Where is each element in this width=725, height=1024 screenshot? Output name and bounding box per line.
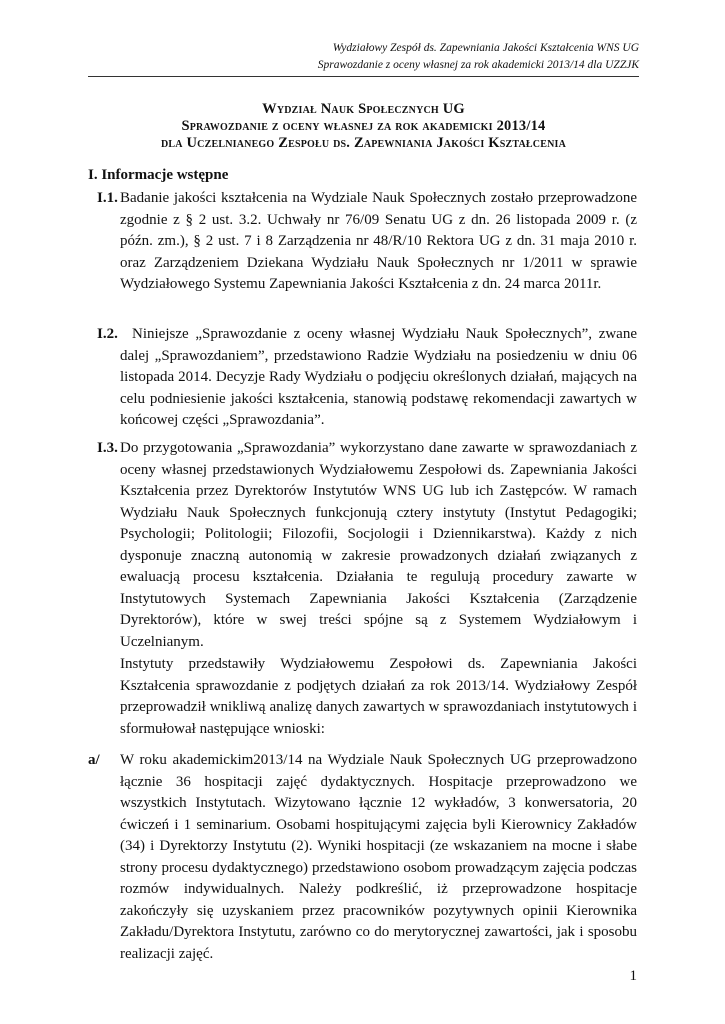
paragraph-i3-continued: Instytuty przedstawiły Wydziałowemu Zespołowi ds. Zapewniania Jakości Kształcenia sprawozdanie z podjętych działań za rok 2013/14. Wydziałowy Zespół przeprowadził wnikliwą analizę danych zawartych w sprawozdaniach instytutowych i sformułował następujące wnioski: [120,656,637,737]
paragraph-i1: Badanie jakości kształcenia na Wydziale Nauk Społecznych zostało przeprowadzone zgodnie z § 2 ust. 3.2. Uchwały nr 76/09 Senatu UG z dn. 26 listopada 2009 r. (z późn. zm.), § 2 ust. 7 i 8 Zarządzenia nr 48/R/10 Rektora UG z dn. 31 maja 2010 r. oraz Zarządzeniem Dziekana Wydziału Nauk Społecznych nr 1/2011 w sprawie Wydziałowego Systemu Zapewniania Jakości Kształcenia z dn. 24 marca 2011r. [120,190,637,292]
document-title [88,101,639,152]
item-label-i1: I.1. [97,190,118,206]
title-line-2: Sprawozdanie z oceny własnej za rok akademicki 2013/14 [181,118,546,134]
item-label-i3: I.3. [97,440,118,456]
section-heading: I. Informacje wstępne [88,167,229,183]
title-line-3: dla Uczelnianego Zespołu ds. Zapewniania Jakości Kształcenia [160,135,567,151]
item-label-i2: I.2. [97,326,118,342]
header-line-2: Sprawozdanie z oceny własnej za rok akademicki 2013/14 dla UZZJK [317,59,639,71]
page-number: 1 [629,968,637,984]
paragraph-i3: Do przygotowania „Sprawozdania” wykorzystano dane zawarte w sprawozdaniach z oceny własnej przedstawionych Wydziałowemu Zespołowi ds. Zapewniania Jakości Kształcenia przez Dyrektorów Instytutów WNS UG lub ich Zastępców. W ramach Wydziału Nauk Społecznych funkcjonują cztery instytuty (Instytut Pedagogiki; Psychologii; Politologii; Filozofii, Socjologii i Dziennikarstwa). Każdy z nich dysponuje znaczną autonomią w zakresie prowadzonych działań związanych z ewaluacją procesu kształcenia. Działania te regulują procedury zawarte w Instytutowych Systemach Zapewniania Jakości Kształcenia (Zarządzenie Dyrektorów), które w swej treści spójne są z Systemem Wydziałowym i Uczelnianym. [120,440,637,650]
paragraph-i2: Niniejsze „Sprawozdanie z oceny własnej Wydziału Nauk Społecznych”, zwane dalej „Sprawozdaniem”, przedstawiono Radzie Wydziału na posiedzeniu w dniu 06 listopada 2014. Decyzje Rady Wydziału o podjęciu określonych działań, mających na celu podniesienie jakości kształcenia, stanowią podstawę rekomendacji zawartych w końcowej części „Sprawozdania”. [120,326,637,428]
item-label-a: a/ [88,752,100,768]
header-rule [88,76,639,77]
header-line-1: Wydziałowy Zespół ds. Zapewniania Jakości Kształcenia WNS UG [332,42,639,54]
running-header [318,40,639,74]
title-line-1: Wydział Nauk Społecznych UG [262,101,465,117]
paragraph-a: W roku akademickim2013/14 na Wydziale Nauk Społecznych UG przeprowadzono łącznie 36 hospitacji zajęć dydaktycznych. Hospitacje przeprowadzono we wszystkich Instytutach. Wizytowano łącznie 12 wykładów, 3 konwersatoria, 20 ćwiczeń i 1 seminarium. Osobami hospitującymi zajęcia byli Kierownicy Zakładów (34) i Dyrektorzy Instytutu (2). Wyniki hospitacji (ze wskazaniem na mocne i słabe strony procesu dydaktycznego) przedstawiono osobom prowadzącym zajęcia podczas rozmów indywidualnych. Należy podkreślić, iż przeprowadzone hospitacje zakończyły się uzyskaniem przez pracowników pozytywnych opinii Kierownika Zakładu/Dyrektora Instytutu, zarówno co do merytorycznej zawartości, jak i sposobu realizacji zajęć. [120,752,637,962]
